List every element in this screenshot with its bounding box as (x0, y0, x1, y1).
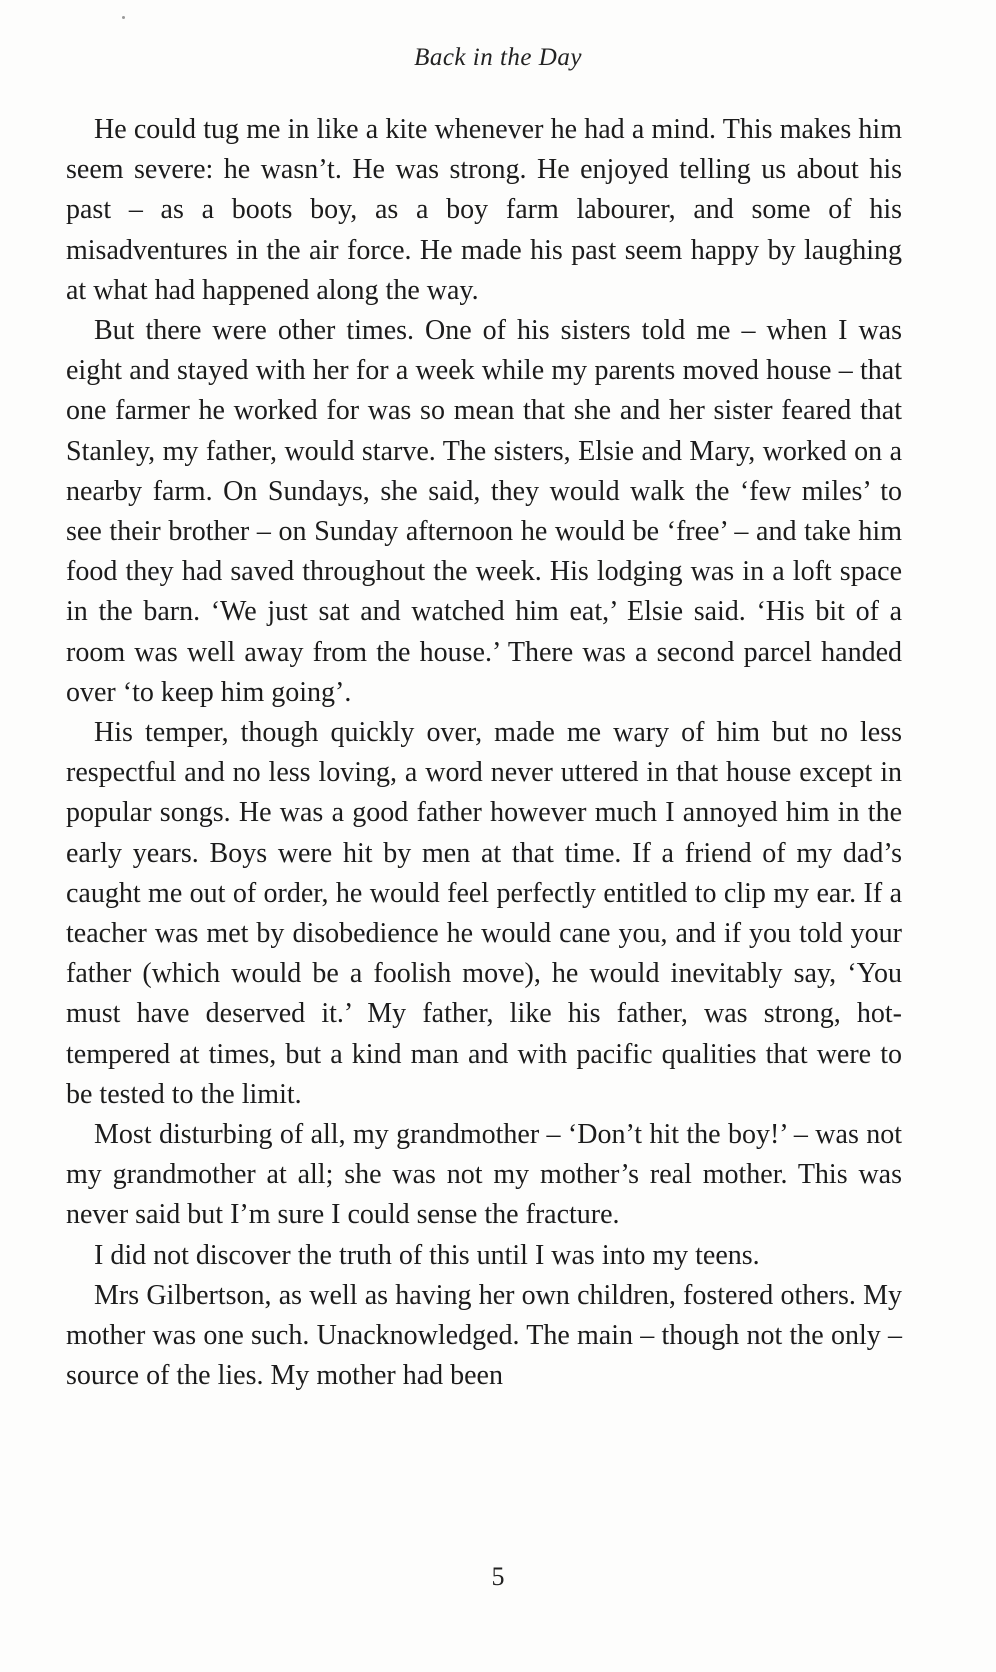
paragraph: Mrs Gilbertson, as well as having her own children, fostered others. My mother was one such. Unacknowledged. The main – though not the only – source of the lies. My mother had been (66, 1279, 902, 1392)
paragraph: He could tug me in like a kite whenever he had a mind. This makes him seem severe: he wasn’t. He was strong. He enjoyed telling us about his past – as a boots boy, as a boy farm labourer, and some of his misadventures in the air force. He made his past seem happy by laughing at what had happened along the way. (66, 114, 902, 306)
paragraph: I did not discover the truth of this until I was into my teens. (94, 1239, 760, 1271)
paragraph: Most disturbing of all, my grandmother – ‘Don’t hit the boy!’ – was not my grandmother at all; she was not my mother’s real mother. This was never said but I’m sure I could sense the fracture. (66, 1119, 902, 1231)
running-head: Back in the Day (414, 44, 582, 71)
paragraph: His temper, though quickly over, made me wary of him but no less respectful and no less loving, a word never uttered in that house except in popular songs. He was a good father however much I annoyed him in the early years. Boys were hit by men at that time. If a friend of my dad’s caught me out of order, he would feel perfectly entitled to clip my ear. If a teacher was met by disobedience he would cane you, and if you told your father (which would be a foolish move), he would inevitably say, ‘You must have deserved it.’ My father, like his father, was strong, hot-tempered at times, but a kind man and with pacific qualities that were to be tested to the limit. (66, 717, 902, 1110)
paragraph: But there were other times. One of his sisters told me – when I was eight and stayed with her for a week while my parents moved house – that one farmer he worked for was so mean that she and her sister feared that Stanley, my father, would starve. The sisters, Elsie and Mary, worked on a nearby farm. On Sundays, she said, they would walk the ‘few miles’ to see their brother – on Sunday afternoon he would be ‘free’ – and take him food they had saved throughout the week. His lodging was in a loft space in the barn. ‘We just sat and watched him eat,’ Elsie said. ‘His bit of a room was well away from the house.’ There was a second parcel handed over ‘to keep him going’. (66, 315, 902, 708)
body-text (66, 110, 902, 1397)
scan-speck (122, 16, 125, 19)
page-number: 5 (491, 1562, 505, 1591)
